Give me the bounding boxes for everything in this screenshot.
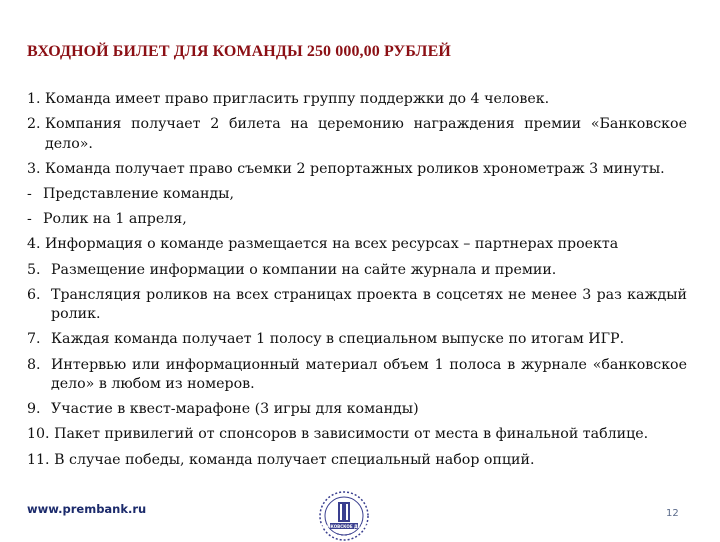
- list-item-text: Каждая команда получает 1 полосу в специальном выпуске по итогам ИГР.: [51, 331, 625, 348]
- list-item: [27, 235, 687, 254]
- list-item-number: 11.: [27, 451, 55, 468]
- list-item-number: 4.: [27, 236, 46, 253]
- list-item-text: Участие в квест-марафоне (3 игры для команды): [51, 401, 419, 418]
- list-item-number: 1.: [27, 91, 46, 107]
- list-item: [27, 90, 687, 109]
- list-item: [27, 286, 687, 325]
- list-item: [27, 261, 687, 280]
- list-item: [27, 185, 687, 204]
- list-item: [27, 330, 687, 349]
- list-item: [27, 425, 687, 444]
- list-item: [27, 451, 687, 470]
- list-item-text: Ролик на 1 апреля,: [43, 211, 187, 228]
- list-item-number: 9.: [27, 401, 46, 418]
- list-item: [27, 356, 687, 395]
- list-item-number: 2.: [27, 116, 46, 133]
- list-item-text: Пакет привилегий от спонсоров в зависимости от места в финальной таблице.: [54, 426, 649, 443]
- list-item-text: Компания получает 2 билета на церемонию награждения премии «Банковское дело».: [45, 116, 687, 152]
- list-item-number: 7.: [27, 331, 46, 348]
- list-item-text: Информация о команде размещается на всех ресурсах – партнерах проекта: [45, 236, 619, 253]
- page-number: 12: [666, 508, 679, 519]
- list-item-text: Команда получает право съемки 2 репортажных роликов хронометраж 3 минуты.: [45, 160, 665, 177]
- list-item-number: 6.: [27, 286, 46, 303]
- list-item-number: 8.: [27, 356, 46, 373]
- premium-seal-logo-icon: [318, 490, 370, 542]
- list-item-number: 10.: [27, 426, 55, 443]
- list-item-dash: -: [27, 211, 37, 228]
- list-item: [27, 210, 687, 229]
- list-item: [27, 160, 687, 179]
- seal-text: БАНКОВСКОЕ ДЕЛО: [321, 523, 367, 529]
- list-item-text: Трансляция роликов на всех страницах проекта в соцсетях не менее 3 раз каждый ролик.: [51, 286, 687, 323]
- list-item-number: 5.: [27, 261, 46, 278]
- ticket-benefits-list: [27, 90, 687, 476]
- list-item-text: Представление команды,: [43, 186, 234, 203]
- list-item-text: Размещение информации о компании на сайте журнала и премии.: [51, 261, 557, 278]
- website-link[interactable]: www.prembank.ru: [27, 502, 147, 516]
- list-item-number: 3.: [27, 160, 46, 177]
- list-item-text: Интервью или информационный материал объем 1 полоса в журнале «банковское дело» в любом из номеров.: [51, 356, 687, 393]
- list-item-text: Команда имеет право пригласить группу поддержки до 4 человек.: [45, 91, 550, 107]
- page-title: ВХОДНОЙ БИЛЕТ ДЛЯ КОМАНДЫ 250 000,00 РУБЛЕЙ: [27, 43, 451, 60]
- list-item-text: В случае победы, команда получает специальный набор опций.: [54, 451, 535, 468]
- list-item: [27, 400, 687, 419]
- list-item-dash: -: [27, 186, 37, 203]
- list-item: [27, 115, 687, 154]
